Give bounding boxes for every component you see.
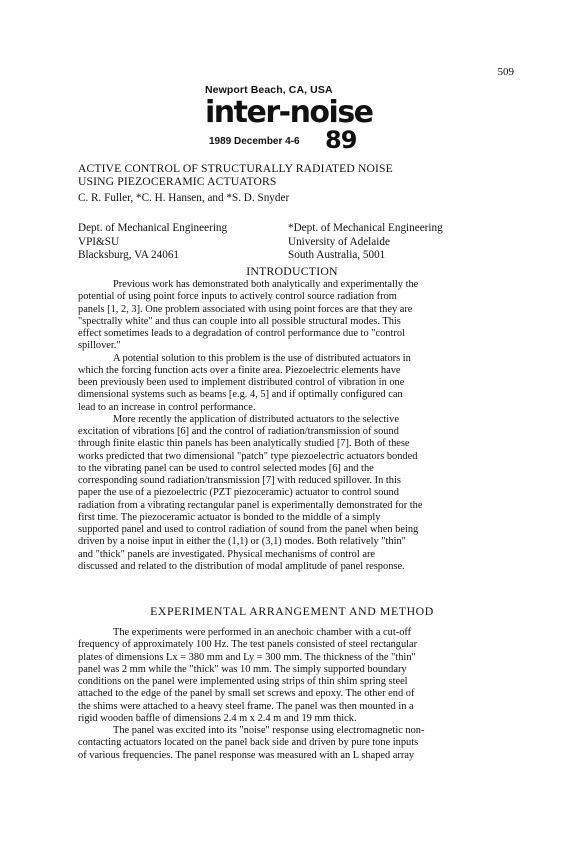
body-text-line: the shims were attached to a heavy steel frame. The panel was then mounted in a [78, 700, 414, 712]
body-text-line: paper the use of a piezoelectric (PZT piezoceramic) actuator to control sound [78, 487, 399, 499]
body-text-line: corresponding sound radiation/transmission [7] with reduced spillover. In this [78, 475, 401, 486]
body-text-line: More recently the application of distributed actuators to the selective [113, 413, 399, 425]
body-text-line: panel was 2 mm while the "thick" was 10 mm. The simply supported boundary [78, 663, 407, 675]
section-heading-introduction: INTRODUCTION [246, 264, 338, 278]
affiliation-line: University of Adelaide [288, 235, 390, 248]
body-text-line: first time. The piezoceramic actuator is bonded to the middle of a simply [78, 511, 381, 523]
body-text-line: excitation of vibrations [6] and the control of radiation/transmission of sound [78, 426, 399, 437]
body-text-line: works predicted that two dimensional "patch" type piezoelectric actuators bonded [78, 450, 418, 462]
body-text-line: spillover." [78, 340, 121, 352]
body-text-line: panels [1, 2, 3]. One problem associated with using point forces are that they are [78, 303, 413, 315]
experimental-body [78, 627, 500, 762]
conference-year: 89 [325, 126, 357, 154]
affiliation-line: South Australia, 5001 [288, 249, 386, 261]
paper-title [78, 162, 498, 188]
body-text-line: The experiments were performed in an anechoic chamber with a cut-off [113, 627, 412, 638]
body-text-line: The panel was excited into its "noise" response using electromagnetic non- [113, 725, 425, 736]
body-text-line: attached to the edge of the panel by small set screws and epoxy. The other end of [78, 688, 415, 700]
body-text-line: discussed and related to the distribution of modal amplitude of panel response. [78, 560, 405, 572]
title-line: USING PIEZOCERAMIC ACTUATORS [78, 175, 277, 188]
body-text-line: rigid wooden baffle of dimensions 2.4 m x 2.4 m and 19 mm thick. [78, 712, 357, 724]
conference-header [205, 84, 375, 154]
body-text-line: A potential solution to this problem is the use of distributed actuators in [113, 352, 411, 364]
conference-date: 1989 December 4-6 [209, 136, 300, 147]
body-text-line: which the forcing function acts over a finite area. Piezoelectric elements have [78, 364, 401, 376]
page-number: 509 [497, 66, 514, 78]
conference-logo: inter-noise [205, 95, 373, 130]
affiliation-right [288, 222, 443, 263]
affiliation-line: Blacksburg, VA 24061 [78, 249, 180, 261]
body-text-line: and "thick" panels are investigated. Physical mechanisms of control are [78, 548, 376, 560]
body-text-line: driven by a noise input in either the (1,1) or (3,1) modes. Both relatively "thin" [78, 536, 406, 548]
body-text-line: conditions on the panel were implemented using strips of thin shim spring steel [78, 676, 408, 687]
body-text-line: been previously been used to implement distributed control of vibration in one [78, 377, 405, 388]
body-text-line: Previous work has demonstrated both analytically and experimentally the [113, 279, 419, 290]
affiliation-line: *Dept. of Mechanical Engineering [288, 222, 443, 234]
body-text-line: "spectrally white" and thus can couple into all possible structural modes. This [78, 315, 401, 327]
author-list: C. R. Fuller, *C. H. Hansen, and *S. D. Snyder [78, 192, 290, 204]
body-text-line: through finite elastic thin panels has been analytically studied [7]. Both of these [78, 438, 410, 450]
affiliation-left [78, 222, 227, 263]
section-heading-experimental: EXPERIMENTAL ARRANGEMENT AND METHOD [150, 604, 434, 618]
introduction-body [78, 279, 500, 573]
conference-date-row [205, 126, 375, 154]
body-text-line: frequency of approximately 100 Hz. The test panels consisted of steel rectangular [78, 639, 418, 651]
conference-location: Newport Beach, CA, USA [205, 84, 333, 96]
body-text-line: radiation from a vibrating rectangular panel is experimentally demonstrated for the [78, 499, 423, 511]
affiliation-line: VPI&SU [78, 235, 120, 248]
affiliation-line: Dept. of Mechanical Engineering [78, 222, 228, 234]
body-text-line: to the vibrating panel can be used to control selected modes [6] and the [78, 462, 374, 474]
body-text-line: potential of using point force inputs to actively control source radiation from [78, 291, 397, 303]
body-text-line: dimensional systems such as beams [e.g. 4, 5] and if optimally configured can [78, 389, 403, 401]
body-text-line: of various frequencies. The panel response was measured with an L shaped array [78, 749, 415, 761]
body-text-line: effect sometimes leads to a degradation of control performance due to "control [78, 328, 405, 339]
body-text-line: plates of dimensions Lx = 380 mm and Ly = 300 mm. The thickness of the "thin" [78, 651, 416, 663]
body-text-line: lead to an increase in control performance. [78, 401, 256, 413]
title-line: ACTIVE CONTROL OF STRUCTURALLY RADIATED NOISE [78, 162, 393, 175]
body-text-line: supported panel and used to control radiation of sound from the panel when being [78, 524, 419, 535]
body-text-line: contacting actuators located on the panel back side and driven by pure tone inputs [78, 737, 419, 749]
